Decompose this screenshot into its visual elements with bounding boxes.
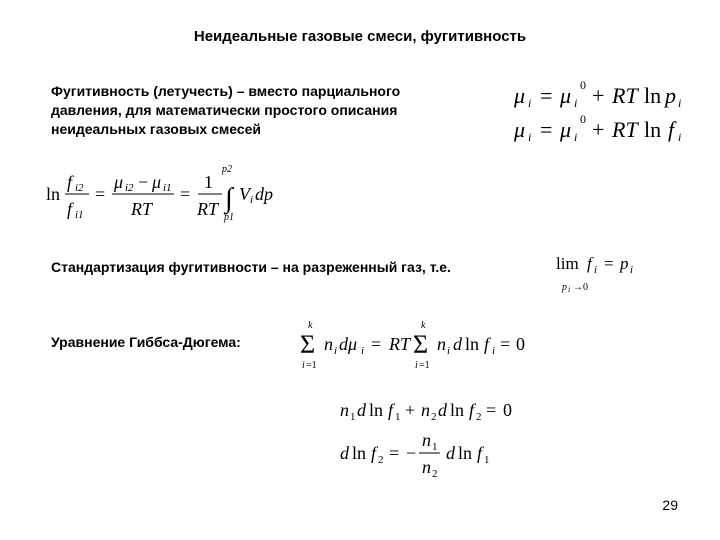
svg-text:i: i <box>492 345 496 357</box>
svg-text:n: n <box>422 457 431 477</box>
svg-text:+: + <box>592 117 605 142</box>
svg-text:=: = <box>540 117 553 142</box>
svg-text:ln: ln <box>644 83 662 108</box>
svg-text:ln: ln <box>46 184 61 204</box>
intro-line: давления, для математически простого описания <box>51 102 398 118</box>
svg-text:i: i <box>630 264 634 276</box>
svg-text:n: n <box>324 334 333 354</box>
formula-chem-potential-fugacity <box>510 110 700 144</box>
svg-text:i: i <box>415 360 418 371</box>
page-title: Неидеальные газовые смеси, фугитивность <box>193 28 527 45</box>
svg-text:k: k <box>308 320 313 331</box>
svg-text:dμ: dμ <box>339 334 358 354</box>
svg-text:p1: p1 <box>224 212 234 223</box>
svg-text:n: n <box>340 400 349 420</box>
svg-text:i1: i1 <box>163 182 172 194</box>
svg-text:∫: ∫ <box>225 183 233 214</box>
svg-text:i: i <box>568 285 571 294</box>
intro-paragraph <box>51 82 471 139</box>
page-number: 29 <box>662 497 678 513</box>
svg-text:d: d <box>453 334 462 354</box>
svg-text:i: i <box>250 194 254 206</box>
svg-text:=: = <box>95 184 106 204</box>
svg-text:0: 0 <box>503 400 512 420</box>
svg-text:1: 1 <box>395 411 401 423</box>
svg-text:i2: i2 <box>75 182 84 194</box>
svg-text:i: i <box>574 130 578 144</box>
svg-text:i: i <box>678 96 682 110</box>
svg-text:−: − <box>138 172 149 192</box>
svg-text:i: i <box>361 345 365 357</box>
svg-text:V: V <box>239 184 250 204</box>
svg-text:dp: dp <box>255 184 273 204</box>
svg-text:+: + <box>405 400 416 420</box>
svg-text:→0: →0 <box>573 282 588 293</box>
svg-text:d: d <box>357 400 366 420</box>
svg-text:f: f <box>477 443 483 463</box>
svg-text:2: 2 <box>432 468 438 480</box>
svg-text:=: = <box>180 184 191 204</box>
svg-text:f: f <box>668 117 675 142</box>
formula-binary-ratio <box>336 428 516 484</box>
svg-text:p: p <box>665 83 676 108</box>
svg-text:RT: RT <box>389 334 411 354</box>
svg-text:i: i <box>302 360 305 371</box>
intro-line: Фугитивность (летучесть) – вместо парциального <box>51 83 401 99</box>
svg-text:k: k <box>421 320 426 331</box>
svg-text:+: + <box>592 83 605 108</box>
svg-text:μ: μ <box>114 172 124 192</box>
svg-text:f: f <box>469 400 475 420</box>
svg-text:0: 0 <box>516 334 525 354</box>
svg-text:μ: μ <box>560 117 572 142</box>
gibbs-duhem-label: Уравнение Гиббса-Дюгема: <box>51 334 241 350</box>
svg-text:i: i <box>528 130 532 144</box>
svg-text:Σ: Σ <box>300 330 316 359</box>
svg-text:f: f <box>67 199 73 219</box>
svg-text:=: = <box>604 254 614 273</box>
intro-line: неидеальных газовых смесей <box>51 121 262 137</box>
svg-text:i: i <box>594 264 598 276</box>
svg-text:ln: ln <box>352 443 367 463</box>
svg-text:ln: ln <box>458 443 473 463</box>
svg-text:=1: =1 <box>306 360 317 371</box>
svg-text:RT: RT <box>131 199 153 219</box>
svg-text:d: d <box>340 443 349 463</box>
svg-text:i1: i1 <box>75 209 84 221</box>
svg-text:f: f <box>484 334 490 354</box>
svg-text:=: = <box>486 400 497 420</box>
svg-text:2: 2 <box>476 411 482 423</box>
svg-text:n: n <box>422 430 431 450</box>
svg-text:μ: μ <box>560 83 572 108</box>
svg-text:f: f <box>587 254 592 273</box>
svg-text:n: n <box>421 400 430 420</box>
svg-text:=: = <box>389 443 400 463</box>
formula-limit <box>554 250 654 296</box>
svg-text:i: i <box>447 345 451 357</box>
svg-text:i2: i2 <box>125 182 134 194</box>
svg-text:ln: ln <box>644 117 662 142</box>
svg-text:μ: μ <box>514 83 526 108</box>
formula-gibbs-duhem-sum <box>297 316 537 374</box>
svg-text:=: = <box>540 83 553 108</box>
svg-text:ln: ln <box>450 400 465 420</box>
formula-fugacity-ratio <box>44 162 284 226</box>
svg-text:2: 2 <box>378 454 384 466</box>
svg-text:i: i <box>528 96 532 110</box>
svg-text:ln: ln <box>369 400 384 420</box>
svg-text:n: n <box>437 334 446 354</box>
svg-text:Σ: Σ <box>413 330 429 359</box>
svg-text:p: p <box>562 282 567 293</box>
svg-text:=1: =1 <box>419 360 430 371</box>
svg-text:1: 1 <box>350 411 356 423</box>
svg-text:p2: p2 <box>222 164 232 175</box>
svg-text:i: i <box>678 130 682 144</box>
svg-text:f: f <box>67 172 73 192</box>
svg-text:RT: RT <box>612 117 638 142</box>
formula-binary-sum <box>336 394 536 424</box>
svg-text:=: = <box>500 334 511 354</box>
svg-text:μ: μ <box>152 172 162 192</box>
svg-text:−: − <box>406 443 417 463</box>
svg-text:d: d <box>446 443 455 463</box>
svg-text:1: 1 <box>432 441 438 453</box>
svg-text:0: 0 <box>580 112 586 126</box>
svg-text:i: i <box>574 96 578 110</box>
svg-text:μ: μ <box>514 117 526 142</box>
svg-text:=: = <box>371 334 382 354</box>
svg-text:f: f <box>388 400 394 420</box>
svg-text:d: d <box>438 400 447 420</box>
svg-text:1: 1 <box>204 172 213 192</box>
svg-text:p: p <box>620 254 629 273</box>
svg-text:i: i <box>334 345 338 357</box>
svg-text:RT: RT <box>197 199 219 219</box>
svg-text:2: 2 <box>431 411 437 423</box>
svg-text:ln: ln <box>465 334 480 354</box>
svg-text:0: 0 <box>580 78 586 92</box>
svg-text:lim: lim <box>556 254 579 273</box>
formula-chem-potential-pressure <box>510 76 700 110</box>
svg-text:1: 1 <box>484 454 490 466</box>
standardization-text: Стандартизация фугитивности – на разреженный газ, т.е. <box>51 259 451 275</box>
svg-text:f: f <box>371 443 377 463</box>
svg-text:RT: RT <box>612 83 638 108</box>
